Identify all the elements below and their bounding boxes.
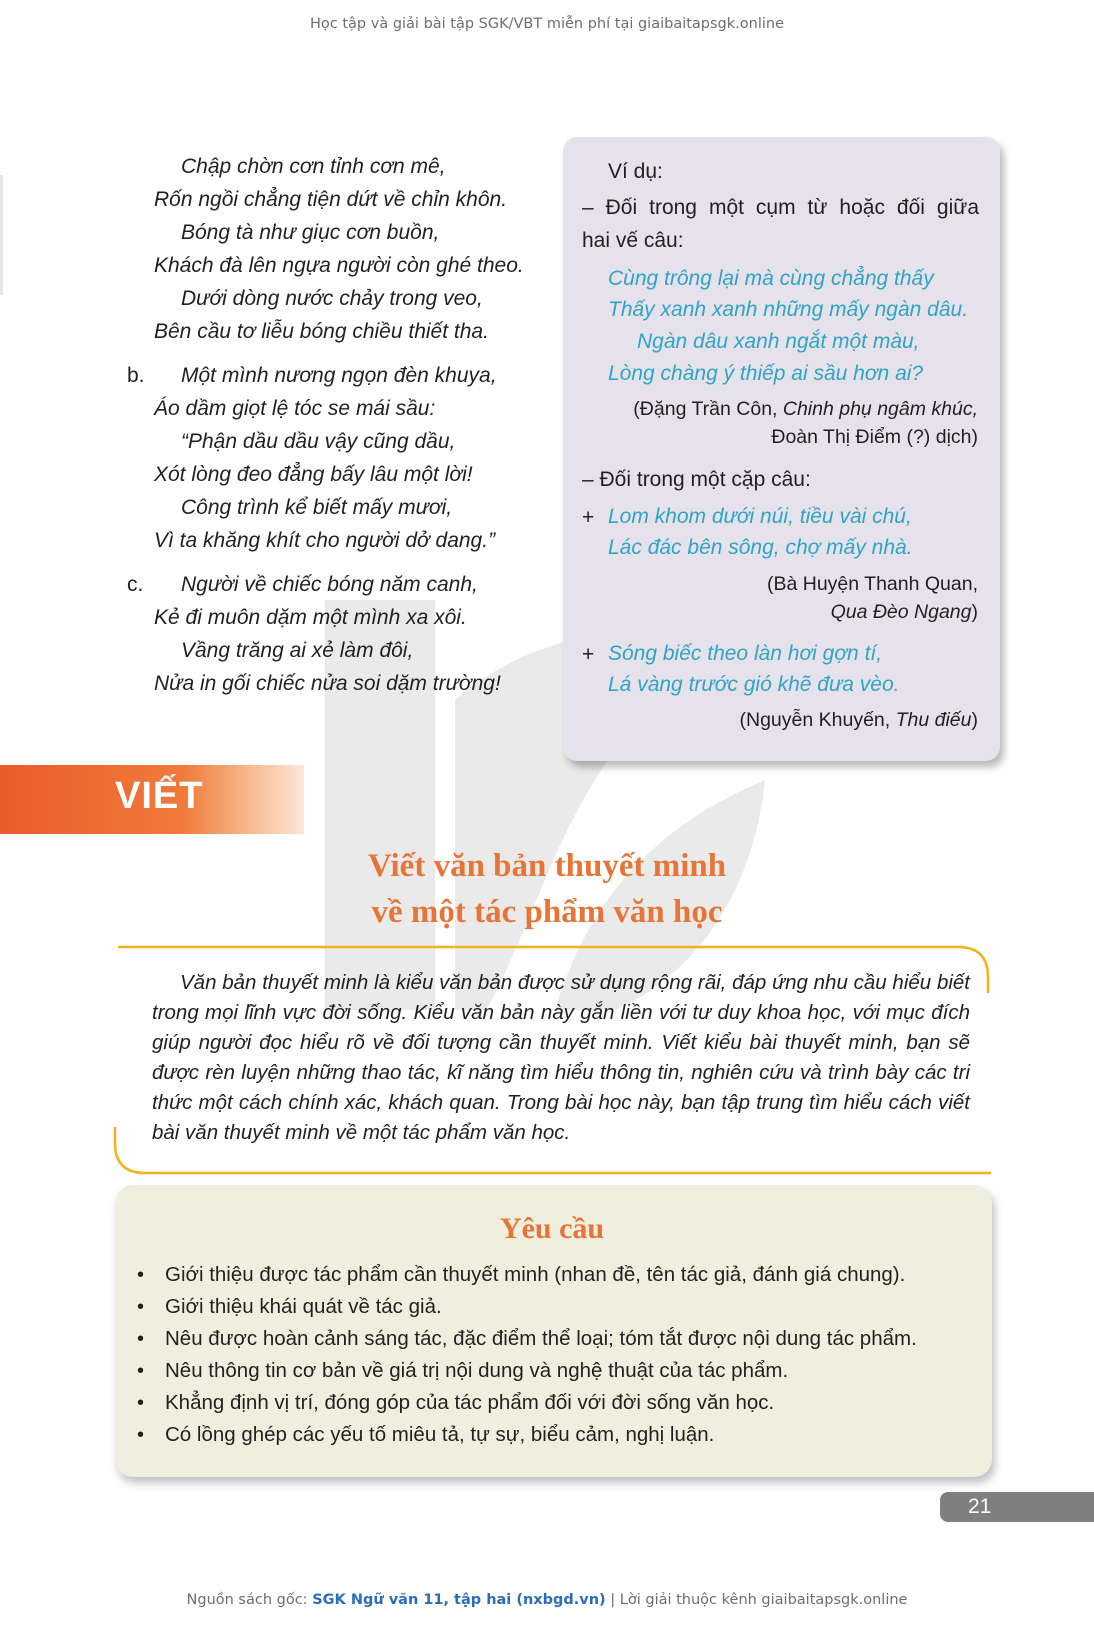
example-source-1-cont: Đoàn Thị Điểm (?) dịch) bbox=[771, 426, 978, 448]
example-heading: Ví dụ: bbox=[608, 160, 663, 183]
example-source-2-cont bbox=[620, 601, 978, 624]
example-verse-line: Lá vàng trước gió khẽ đưa vèo. bbox=[608, 673, 900, 696]
example-verse-line: Cùng trông lại mà cùng chẳng thấy bbox=[608, 267, 934, 290]
source-close: ) bbox=[971, 601, 978, 623]
page-number: 21 bbox=[940, 1492, 1094, 1522]
example-item-2: – Đối trong một cặp câu: bbox=[582, 468, 811, 491]
plus-marker: + bbox=[582, 643, 595, 666]
footer-note bbox=[0, 1592, 1094, 1608]
list-item: • Khẳng định vị trí, đóng góp của tác phẩm đối với đời sống văn học. bbox=[134, 1387, 917, 1419]
poem-line: Dưới dòng nước chảy trong veo, bbox=[181, 287, 483, 310]
intro-paragraph: Văn bản thuyết minh là kiểu văn bản được sử dụng rộng rãi, đáp ứng nhu cầu hiểu biết trong mọi lĩnh vực đời sống. Kiểu văn bản này gắn liền với tư duy khoa học, với mục đích giúp người đọc hiểu rõ về đối tượng cần thuyết minh. Viết kiểu bài thuyết minh, bạn sẽ được rèn luyện những thao tác, kĩ năng tìm hiểu thông tin, nghiên cứu và trình bày các tri thức một cách chính xác, khách quan. Trong bài học này, bạn tập trung tìm hiểu cách viết bài văn thuyết minh về một tác phẩm văn học. bbox=[152, 971, 970, 1144]
poem-line: Kẻ đi muôn dặm một mình xa xôi. bbox=[154, 606, 467, 629]
poem-line: Áo dầm giọt lệ tóc se mái sầu: bbox=[154, 397, 436, 420]
section-label: VIẾT bbox=[115, 775, 204, 817]
example-verse-line: Sóng biếc theo làn hơi gợn tí, bbox=[608, 642, 883, 665]
requirements-title: Yêu cầu bbox=[499, 1212, 605, 1245]
list-item: • Có lồng ghép các yếu tố miêu tả, tự sự, biểu cảm, nghị luận. bbox=[134, 1419, 917, 1451]
source-close: ) bbox=[971, 709, 978, 731]
example-verse-line: Lác đác bên sông, chợ mấy nhà. bbox=[608, 536, 913, 559]
footer-prefix: Nguồn sách gốc: bbox=[186, 1592, 313, 1608]
source-book-link[interactable]: SGK Ngữ văn 11, tập hai (nxbgd.vn) bbox=[312, 1592, 606, 1608]
poem-label-c: c. bbox=[127, 573, 144, 596]
example-verse-line: Lom khom dưới núi, tiều vài chú, bbox=[608, 505, 912, 528]
poem-line: Công trình kể biết mấy mươi, bbox=[181, 496, 453, 519]
example-source-1 bbox=[620, 398, 978, 421]
example-verse-line: Thấy xanh xanh những mấy ngàn dâu. bbox=[608, 298, 969, 321]
poem-line: Chập chờn cơn tỉnh cơn mê, bbox=[181, 155, 446, 178]
poem-line: Nửa in gối chiếc nửa soi dặm trường! bbox=[154, 672, 501, 695]
plus-marker: + bbox=[582, 506, 595, 529]
header-note: Học tập và giải bài tập SGK/VBT miễn phí tại giaibaitapsgk.online bbox=[310, 16, 784, 32]
list-item: • Nêu thông tin cơ bản về giá trị nội dung và nghệ thuật của tác phẩm. bbox=[134, 1355, 917, 1387]
poem-line: Bóng tà như giục cơn buồn, bbox=[181, 221, 440, 244]
poem-line: Rốn ngồi chẳng tiện dứt về chỉn khôn. bbox=[154, 188, 508, 211]
example-source-3 bbox=[620, 709, 978, 732]
source-author: (Nguyễn Khuyến, bbox=[739, 709, 896, 731]
list-item: • Giới thiệu khái quát về tác giả. bbox=[134, 1291, 917, 1323]
poem-label-b: b. bbox=[127, 364, 145, 387]
lesson-title-line-1: Viết văn bản thuyết minh bbox=[367, 848, 727, 884]
poem-line: Khách đà lên ngựa người còn ghé theo. bbox=[154, 254, 524, 277]
example-item-1-cont: hai vế câu: bbox=[582, 229, 684, 252]
example-item-1: – Đối trong một cụm từ hoặc đối giữa bbox=[582, 196, 979, 219]
list-item: • Giới thiệu được tác phẩm cần thuyết minh (nhan đề, tên tác giả, đánh giá chung). bbox=[134, 1259, 917, 1291]
list-item: • Nêu được hoàn cảnh sáng tác, đặc điểm thể loại; tóm tắt được nội dung tác phẩm. bbox=[134, 1323, 917, 1355]
section-banner bbox=[0, 765, 304, 834]
poem-line: Một mình nương ngọn đèn khuya, bbox=[181, 364, 497, 387]
example-source-2: (Bà Huyện Thanh Quan, bbox=[766, 573, 978, 595]
source-work: Qua Đèo Ngang bbox=[830, 601, 972, 623]
poem-line: “Phận dầu dầu vậy cũng dầu, bbox=[181, 430, 456, 453]
lesson-title-line-2: về một tác phẩm văn học bbox=[371, 894, 723, 930]
poem-line: Bên cầu tơ liễu bóng chiều thiết tha. bbox=[154, 320, 489, 343]
poem-line: Vì ta khăng khít cho người dở dang.” bbox=[154, 529, 496, 552]
footer-suffix: | Lời giải thuộc kênh giaibaitapsgk.online bbox=[605, 1592, 908, 1608]
source-work: Thu điếu bbox=[895, 709, 972, 731]
left-edge-bar bbox=[0, 175, 3, 295]
requirements-list bbox=[134, 1259, 917, 1451]
poem-line: Xót lòng đeo đẳng bấy lâu một lời! bbox=[154, 463, 473, 486]
example-verse-line: Ngàn dâu xanh ngắt một màu, bbox=[637, 330, 920, 353]
poem-line: Người về chiếc bóng năm canh, bbox=[181, 573, 478, 596]
source-work: Chinh phụ ngâm khúc, bbox=[782, 398, 978, 420]
source-author: (Đặng Trần Côn, bbox=[633, 398, 783, 420]
poem-line: Vầng trăng ai xẻ làm đôi, bbox=[181, 639, 414, 662]
example-verse-line: Lòng chàng ý thiếp ai sầu hơn ai? bbox=[608, 362, 924, 385]
